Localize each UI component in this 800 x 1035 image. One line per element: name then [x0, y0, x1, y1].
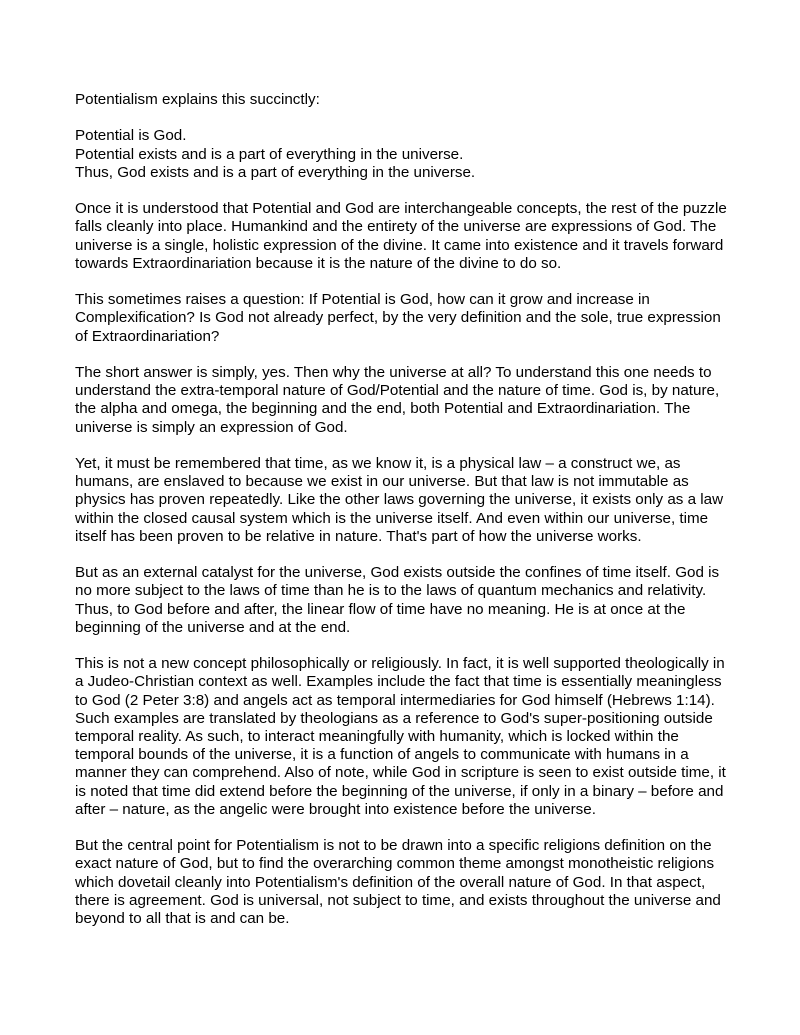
syllogism-line: Potential exists and is a part of everything in the universe.: [75, 145, 464, 163]
syllogism-line: Potential is God.: [75, 127, 187, 145]
syllogism-block: [75, 127, 730, 182]
body-paragraph: Yet, it must be remembered that time, as we know it, is a physical law – a construct we, as humans, are enslaved to because we exist in our universe. But that law is not immutable as physics has proven repeatedly. Like the other laws governing the universe, it exists only as a law within the closed causal system which is the universe itself. And even within our universe, time itself has been proven to be relative in nature. That's part of how the universe works.: [75, 454, 724, 545]
body-paragraph: This is not a new concept philosophically or religiously. In fact, it is well supported theologically in a Judeo-Christian context as well. Examples include the fact that time is essentially meaningless to God (2 Peter 3:8) and angels act as temporal intermediaries for God himself (Hebrews 1:14). Such examples are translated by theologians as a reference to God's super-positioning outside temporal reality. As such, to interact meaningfully with humanity, which is locked within the temporal bounds of the universe, it is a function of angels to communicate with humans in a manner they can comprehend. Also of note, while God in scripture is seen to exist outside time, it is noted that time did extend before the beginning of the universe, if only in a binary – before and after – nature, as the angelic were brought into existence before the universe.: [75, 655, 726, 818]
intro-paragraph: Potentialism explains this succinctly:: [75, 91, 320, 108]
syllogism-line: Thus, God exists and is a part of everything in the universe.: [75, 163, 476, 181]
body-paragraph: But as an external catalyst for the universe, God exists outside the confines of time itself. God is no more subject to the laws of time than he is to the laws of quantum mechanics and relativity. Thus, to God before and after, the linear flow of time have no meaning. He is at once at the beginning of the universe and at the end.: [75, 564, 720, 636]
body-paragraph: The short answer is simply, yes. Then why the universe at all? To understand this one needs to understand the extra-temporal nature of God/Potential and the nature of time. God is, by nature, the alpha and omega, the beginning and the end, both Potential and Extraordinariation. The universe is simply an expression of God.: [75, 363, 720, 436]
document-body: [75, 91, 730, 928]
body-paragraph: This sometimes raises a question: If Potential is God, how can it grow and increase in Complexification? Is God not already perfect, by the very definition and the sole, true expression of Extraordinariation?: [75, 291, 721, 345]
body-paragraph: But the central point for Potentialism is not to be drawn into a specific religions definition on the exact nature of God, but to find the overarching common theme amongst monotheistic religions which dovetail cleanly into Potentialism's definition of the overall nature of God. In that aspect, there is agreement. God is universal, not subject to time, and exists throughout the universe and beyond to all that is and can be.: [75, 837, 721, 928]
body-paragraph: Once it is understood that Potential and God are interchangeable concepts, the rest of the puzzle falls cleanly into place. Humankind and the entirety of the universe are expressions of God. The universe is a single, holistic expression of the divine. It came into existence and it travels forward towards Extraordinariation because it is the nature of the divine to do so.: [75, 200, 727, 272]
